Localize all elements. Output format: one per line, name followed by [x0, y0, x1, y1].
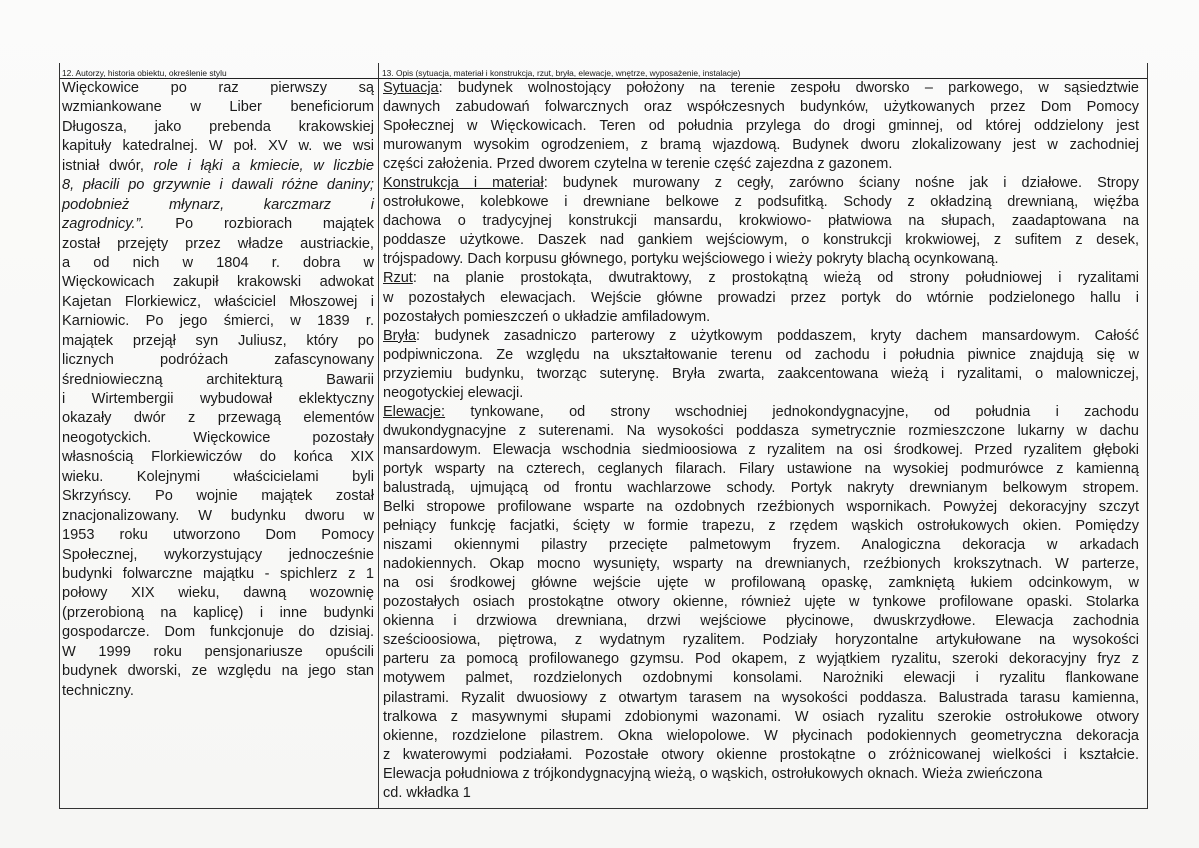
description-text: : na planie prostokąta, dwutraktowy, z prostokątną wieżą od strony południowej i ryzalitami [412, 270, 1139, 287]
history-line [62, 157, 374, 176]
description-line [383, 784, 1139, 803]
section-label: Konstrukcja i materiał [383, 175, 544, 192]
description-line [383, 193, 1139, 212]
description-line [383, 174, 1139, 193]
description-text: : budynek wolnostojący położony na terenie zespołu dworsko – parkowego, w sąsiedztwie [438, 80, 1139, 96]
description-line [383, 403, 1139, 422]
history-line [62, 215, 374, 234]
history-line: wzmiankowane w Liber beneficiorum [62, 99, 374, 116]
description-text: tralkowa z masywnymi słupami zdobionymi wazonami. W osiach ryzalitu szerokie ostrołukowe otwory [383, 708, 1139, 725]
description-text: parteru za pomocą profilowanego gzymsu. Pod okapem, z wyjątkiem ryzalitu, szeroki dekoracyjny fryz z [383, 651, 1139, 668]
section-label: Elewacje: [383, 403, 446, 420]
history-line: znacjonalizowany. W budynku dworu w [62, 507, 374, 524]
description-line [383, 689, 1139, 708]
description-text: : budynek murowany z cegły, zarówno ściany nośne jak i działowe. Stropy [543, 175, 1139, 192]
description-line [383, 422, 1139, 441]
description-line [383, 346, 1139, 365]
description-line [383, 384, 1139, 403]
description-text: Elewacja południowa z trójkondygnacyjną wieżą, o wąskich, ostrołukowych oknach. Wieża zwieńczona [383, 765, 1043, 782]
form-table [59, 63, 1148, 809]
history-line: Długosza, jako prebenda krakowskiej [62, 118, 374, 135]
description-text: dawnych zabudowań folwarcznych oraz współczesnych budynków, użytkowanych przez Dom Pomocy [383, 99, 1139, 116]
section-label: Rzut [383, 270, 413, 287]
description-text: okienna i drzwiowa drewniana, drzwi wejściowe płycinowe, dwuskrzydłowe. Elewacja zachodnia [383, 613, 1139, 630]
history-line: W 1999 roku pensjonariusze opuścili [62, 643, 374, 660]
description-line [383, 327, 1139, 346]
history-column [62, 79, 374, 701]
description-text: dwukondygnacyjne z suterenami. Na wysokości poddasza symetrycznie rozmieszczone lukarny w dachu [383, 422, 1139, 439]
description-text: dachowa o tradycyjnej konstrukcji mansardu, krokwiowo- płatwiowa na słupach, zaadaptowana na [383, 213, 1139, 230]
description-line [383, 574, 1139, 593]
history-line: gospodarcze. Dom funkcjonuje do dzisiaj. [62, 624, 374, 641]
history-line: (przerobioną na kaplicę) i inne budynki [62, 604, 374, 621]
description-text: Belki stropowe profilowane wsparte na ozdobnych rzeźbionych wspornikach. Powyżej dekoracyjny szczyt [383, 499, 1139, 516]
description-line [383, 498, 1139, 517]
history-line: Kajetan Florkiewicz, właściciel Młoszowej i [62, 293, 374, 310]
description-line [383, 479, 1139, 498]
description-line [383, 231, 1139, 250]
column-divider [378, 63, 379, 808]
description-text: motywem palmet, rozdzielonych ozdobnymi konsolami. Narożniki elewacji i ryzalitu flankowane [383, 670, 1139, 687]
description-line [383, 746, 1139, 765]
history-line: licznych podróżach zafascynowany [62, 352, 374, 369]
history-line: budynki folwarczne majątku - spichlerz z 1 [62, 565, 374, 582]
description-text: pozostałych pomieszczeń o układzie amfiladowym. [383, 308, 711, 325]
description-text: murowanym wysokim ogrodzeniem, z bramą wjazdową. Budynek dworu zlokalizowany jest w zachodniej [383, 137, 1139, 154]
section-12-header: 12. Autorzy, historia obiektu, określenie stylu [60, 63, 378, 79]
description-line [383, 212, 1139, 231]
description-line [383, 441, 1139, 460]
description-line [383, 117, 1139, 136]
history-line: okazały dwór z przewagą elementów [62, 410, 374, 427]
description-text: niszami okiennymi pilastry przecięte palmetowym fryzem. Analogiczna dekoracja w arkadach [383, 537, 1139, 554]
history-line-text: istniał dwór, [62, 157, 154, 174]
description-text: portyk wsparty na czterech, ceglanych filarach. Filary ustawione na wysokiej podmurówce z kamienną [383, 460, 1139, 477]
description-text: podpiwniczona. Ze względu na ukształtowanie terenu od zachodu i południa piwnice znajdują się w [383, 346, 1139, 363]
description-line [383, 269, 1139, 288]
description-line [383, 708, 1139, 727]
description-text: balustradą, ujmującą od frontu wachlarzowe schody. Portyk nakryty drewnianym belkowym stropem. [383, 479, 1139, 496]
description-line [383, 460, 1139, 479]
description-line [383, 765, 1139, 784]
history-line: Społecznej, wykorzystujący jednocześnie [62, 546, 374, 563]
description-text: w pozostałych elewacjach. Wejście główne prowadzi przez portyk do wtórnie podzielonego hallu i [383, 289, 1139, 306]
history-line: Karniowic. Po jego śmierci, w 1839 r. [62, 313, 374, 330]
description-text: nadokiennych. Okap mocno wysunięty, wsparty na drewnianych, rzeźbionych krokszytnach. W parterze, [383, 556, 1139, 573]
section-label: Bryła [383, 327, 417, 344]
description-text: trójspadowy. Dach korpusu głównego, portyku wejściowego i wieży pokryty blachą ocynkowaną. [383, 251, 999, 268]
description-text: tynkowane, od strony wschodniej jednokondygnacyjne, od południa i zachodu [445, 403, 1139, 420]
description-line [383, 365, 1139, 384]
description-line [383, 669, 1139, 688]
description-line [383, 136, 1139, 155]
quote-text: role i łąki a kmiecie, w liczbie [153, 157, 374, 174]
description-text: sześcioosiowa, piętrowa, z wydatnym ryzalitem. Podziały horyzontalne artykułowane na wysokości [383, 632, 1139, 649]
history-line: majątek przejął syn Juliusz, który po [62, 332, 374, 349]
history-line: został przejęty przez władze austriackie, [62, 235, 374, 252]
description-column [383, 79, 1139, 803]
history-line: 1953 roku utworzono Dom Pomocy [62, 527, 374, 544]
description-line [383, 612, 1139, 631]
description-line [383, 555, 1139, 574]
history-line: 8, płacili po grzywnie i dawali różne daniny; [62, 177, 374, 194]
description-text: neogotyckiej elewacji. [383, 384, 524, 401]
description-text: : budynek zasadniczo parterowy z użytkowym poddaszem, kryty dachem mansardowym. Całość [416, 327, 1139, 344]
description-text: przyziemiu budynku, tworząc suterynę. Bryła zwarta, zaakcentowana wieżą i ryzalitami, o malowniczej, [383, 365, 1139, 382]
section-13-header: 13. Opis (sytuacja, materiał i konstrukcja, rzut, bryła, elewacje, wnętrze, wyposażenie, instalacje) [379, 63, 1147, 79]
description-line [383, 650, 1139, 669]
description-line [383, 631, 1139, 650]
history-line: wieku. Kolejnymi właścicielami byli [62, 468, 374, 485]
description-text: okienne, rozdzielone pilastrem. Okna wielopolowe. W płycinach podokiennych geometryczna dekoracja [383, 727, 1139, 744]
description-text: poddasze użytkowe. Daszek nad gankiem wejściowym, o konstrukcji krokwiowej, z sufitem z desek, [383, 232, 1139, 249]
history-line: podobnież młynarz, karczmarz i [62, 196, 374, 213]
history-line: Więckowicach zakupił krakowski adwokat [62, 274, 374, 291]
description-text: pilastrami. Ryzalit dwuosiowy z otwartym tarasem na wysokości poddasza. Balustrada tarasu kamienna, [383, 689, 1139, 706]
description-line [383, 517, 1139, 536]
description-line [383, 308, 1139, 327]
description-text: pełniący funkcję facjatki, ścięty w formie trapezu, z rzędem wąskich ostrołukowych okien. Pomiędzy [383, 518, 1139, 535]
section-label: Sytuacja [383, 80, 439, 96]
description-line [383, 727, 1139, 746]
history-line: średniowieczną architekturą Bawarii [62, 371, 374, 388]
description-text: pozostałych osiach prostokątne otwory okienne, również ujęte w tynkowe profilowane opaski. Stolarka [383, 594, 1139, 611]
description-text: cd. wkładka 1 [383, 784, 471, 801]
history-line: techniczny. [62, 682, 134, 699]
description-text: z kwaterowymi podziałami. Pozostałe otwory okienne prostokątne o zróżnicowanej wielkości i kształcie. [383, 746, 1139, 763]
history-line: Więckowice po raz pierwszy są [62, 80, 374, 96]
history-line: a od nich w 1804 r. dobra w [62, 254, 374, 271]
history-line: Skrzyńscy. Po wojnie majątek został [62, 488, 374, 505]
description-text: Społecznej w Więckowicach. Teren od południa przylega do drogi gminnej, od której oddzielony jest [383, 118, 1139, 135]
description-line [383, 98, 1139, 117]
description-text: ostrołukowe, kolebkowe i drewniane belkowe z podsufitką. Schody z okładziną drewnianą, więźba [383, 194, 1139, 211]
history-line: własnością Florkiewiczów do końca XIX [62, 449, 374, 466]
description-text: części założenia. Przed dworem czytelna w terenie część zajezdna z gazonem. [383, 156, 893, 173]
history-line: neogotyckich. Więckowice pozostały [62, 429, 374, 446]
description-line [383, 155, 1139, 174]
history-line: budynek dworski, ze względu na jego stan [62, 663, 374, 680]
history-line: kapituły katedralnej. W poł. XV w. we wsi [62, 138, 374, 155]
description-line [383, 79, 1139, 98]
quote-text: zagrodnicy.”. [62, 216, 176, 233]
history-line: połowy XIX wieku, dawną wozownię [62, 585, 374, 602]
history-line: i Wirtembergii wybudował eklektyczny [62, 391, 374, 407]
description-text: na osi środkowej główne wejście ujęte w profilowaną opaskę, zamkniętą łukiem odcinkowym, w [383, 575, 1139, 592]
description-line [383, 536, 1139, 555]
description-line [383, 593, 1139, 612]
description-line [383, 289, 1139, 308]
description-line [383, 250, 1139, 269]
history-line-text: Po rozbiorach majątek [175, 216, 374, 233]
description-text: mansardowym. Elewacja wschodnia siedmioosiowa z ryzalitem na osi środkowej. Przed ryzalitem głęboki [383, 441, 1139, 458]
